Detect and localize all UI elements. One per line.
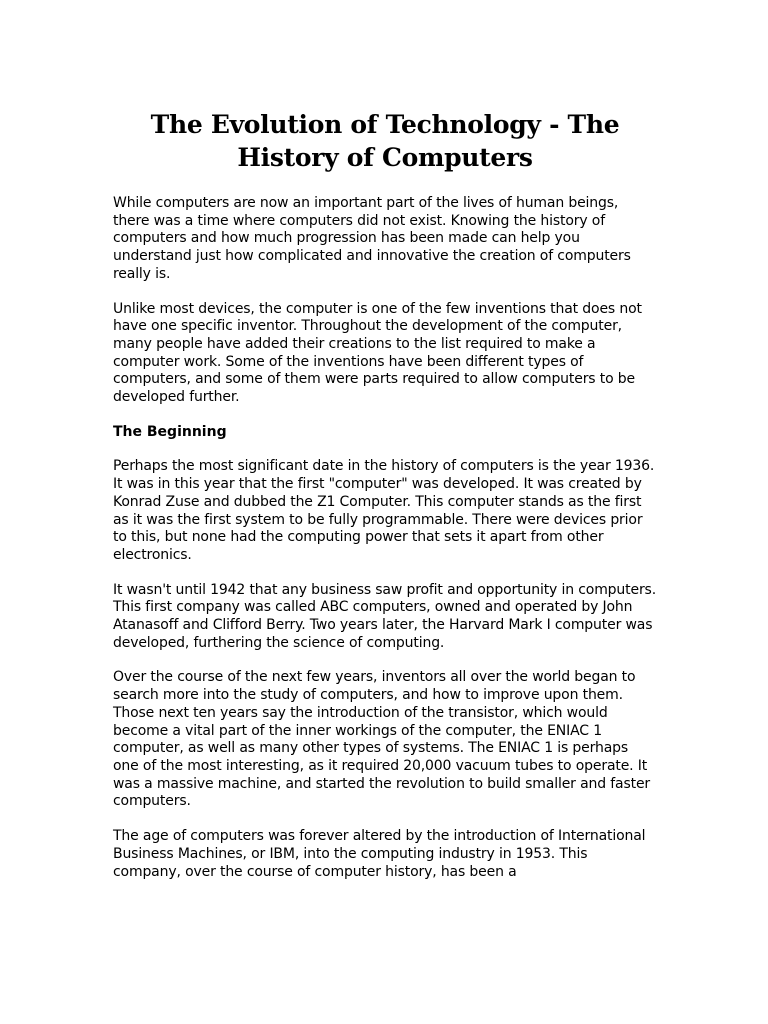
section-paragraph-4: The age of computers was forever altered by the introduction of International Business Machines, or IBM, into the computing industry in 1953. This company, over the course of computer history, has been a bbox=[113, 828, 646, 880]
document-body bbox=[113, 108, 657, 898]
document-title: The Evolution of Technology - The History of Computers bbox=[150, 110, 620, 172]
intro-paragraph-1: While computers are now an important part of the lives of human beings, there was a time where computers did not exist. Knowing the history of computers and how much progression has been made can help you understand just how complicated and innovative the creation of computers really is. bbox=[113, 195, 631, 282]
section-paragraph-2: It wasn't until 1942 that any business saw profit and opportunity in computers. This first company was called ABC computers, owned and operated by John Atanasoff and Clifford Berry. Two years later, the Harvard Mark I computer was developed, furthering the science of computing. bbox=[113, 581, 656, 651]
section-heading-beginning: The Beginning bbox=[113, 423, 227, 440]
intro-paragraph-2: Unlike most devices, the computer is one of the few inventions that does not have one specific inventor. Throughout the development of the computer, many people have added their creations to the list required to make a computer work. Some of the inventions have been different types of computers, and some of them were parts required to allow computers to be developed further. bbox=[113, 300, 642, 406]
section-paragraph-3: Over the course of the next few years, inventors all over the world began to search more into the study of computers, and how to improve upon them. Those next ten years say the introduction of the transistor, which would become a vital part of the inner workings of the computer, the ENIAC 1 computer, as well as many other types of systems. The ENIAC 1 is perhaps one of the most interesting, as it required 20,000 vacuum tubes to operate. It was a massive machine, and started the revolution to build smaller and faster computers. bbox=[113, 669, 651, 810]
section-paragraph-1: Perhaps the most significant date in the history of computers is the year 1936. It was in this year that the first "computer" was developed. It was created by Konrad Zuse and dubbed the Z1 Computer. This computer stands as the first as it was the first system to be fully programmable. There were devices prior to this, but none had the computing power that sets it apart from other electronics. bbox=[113, 458, 655, 563]
